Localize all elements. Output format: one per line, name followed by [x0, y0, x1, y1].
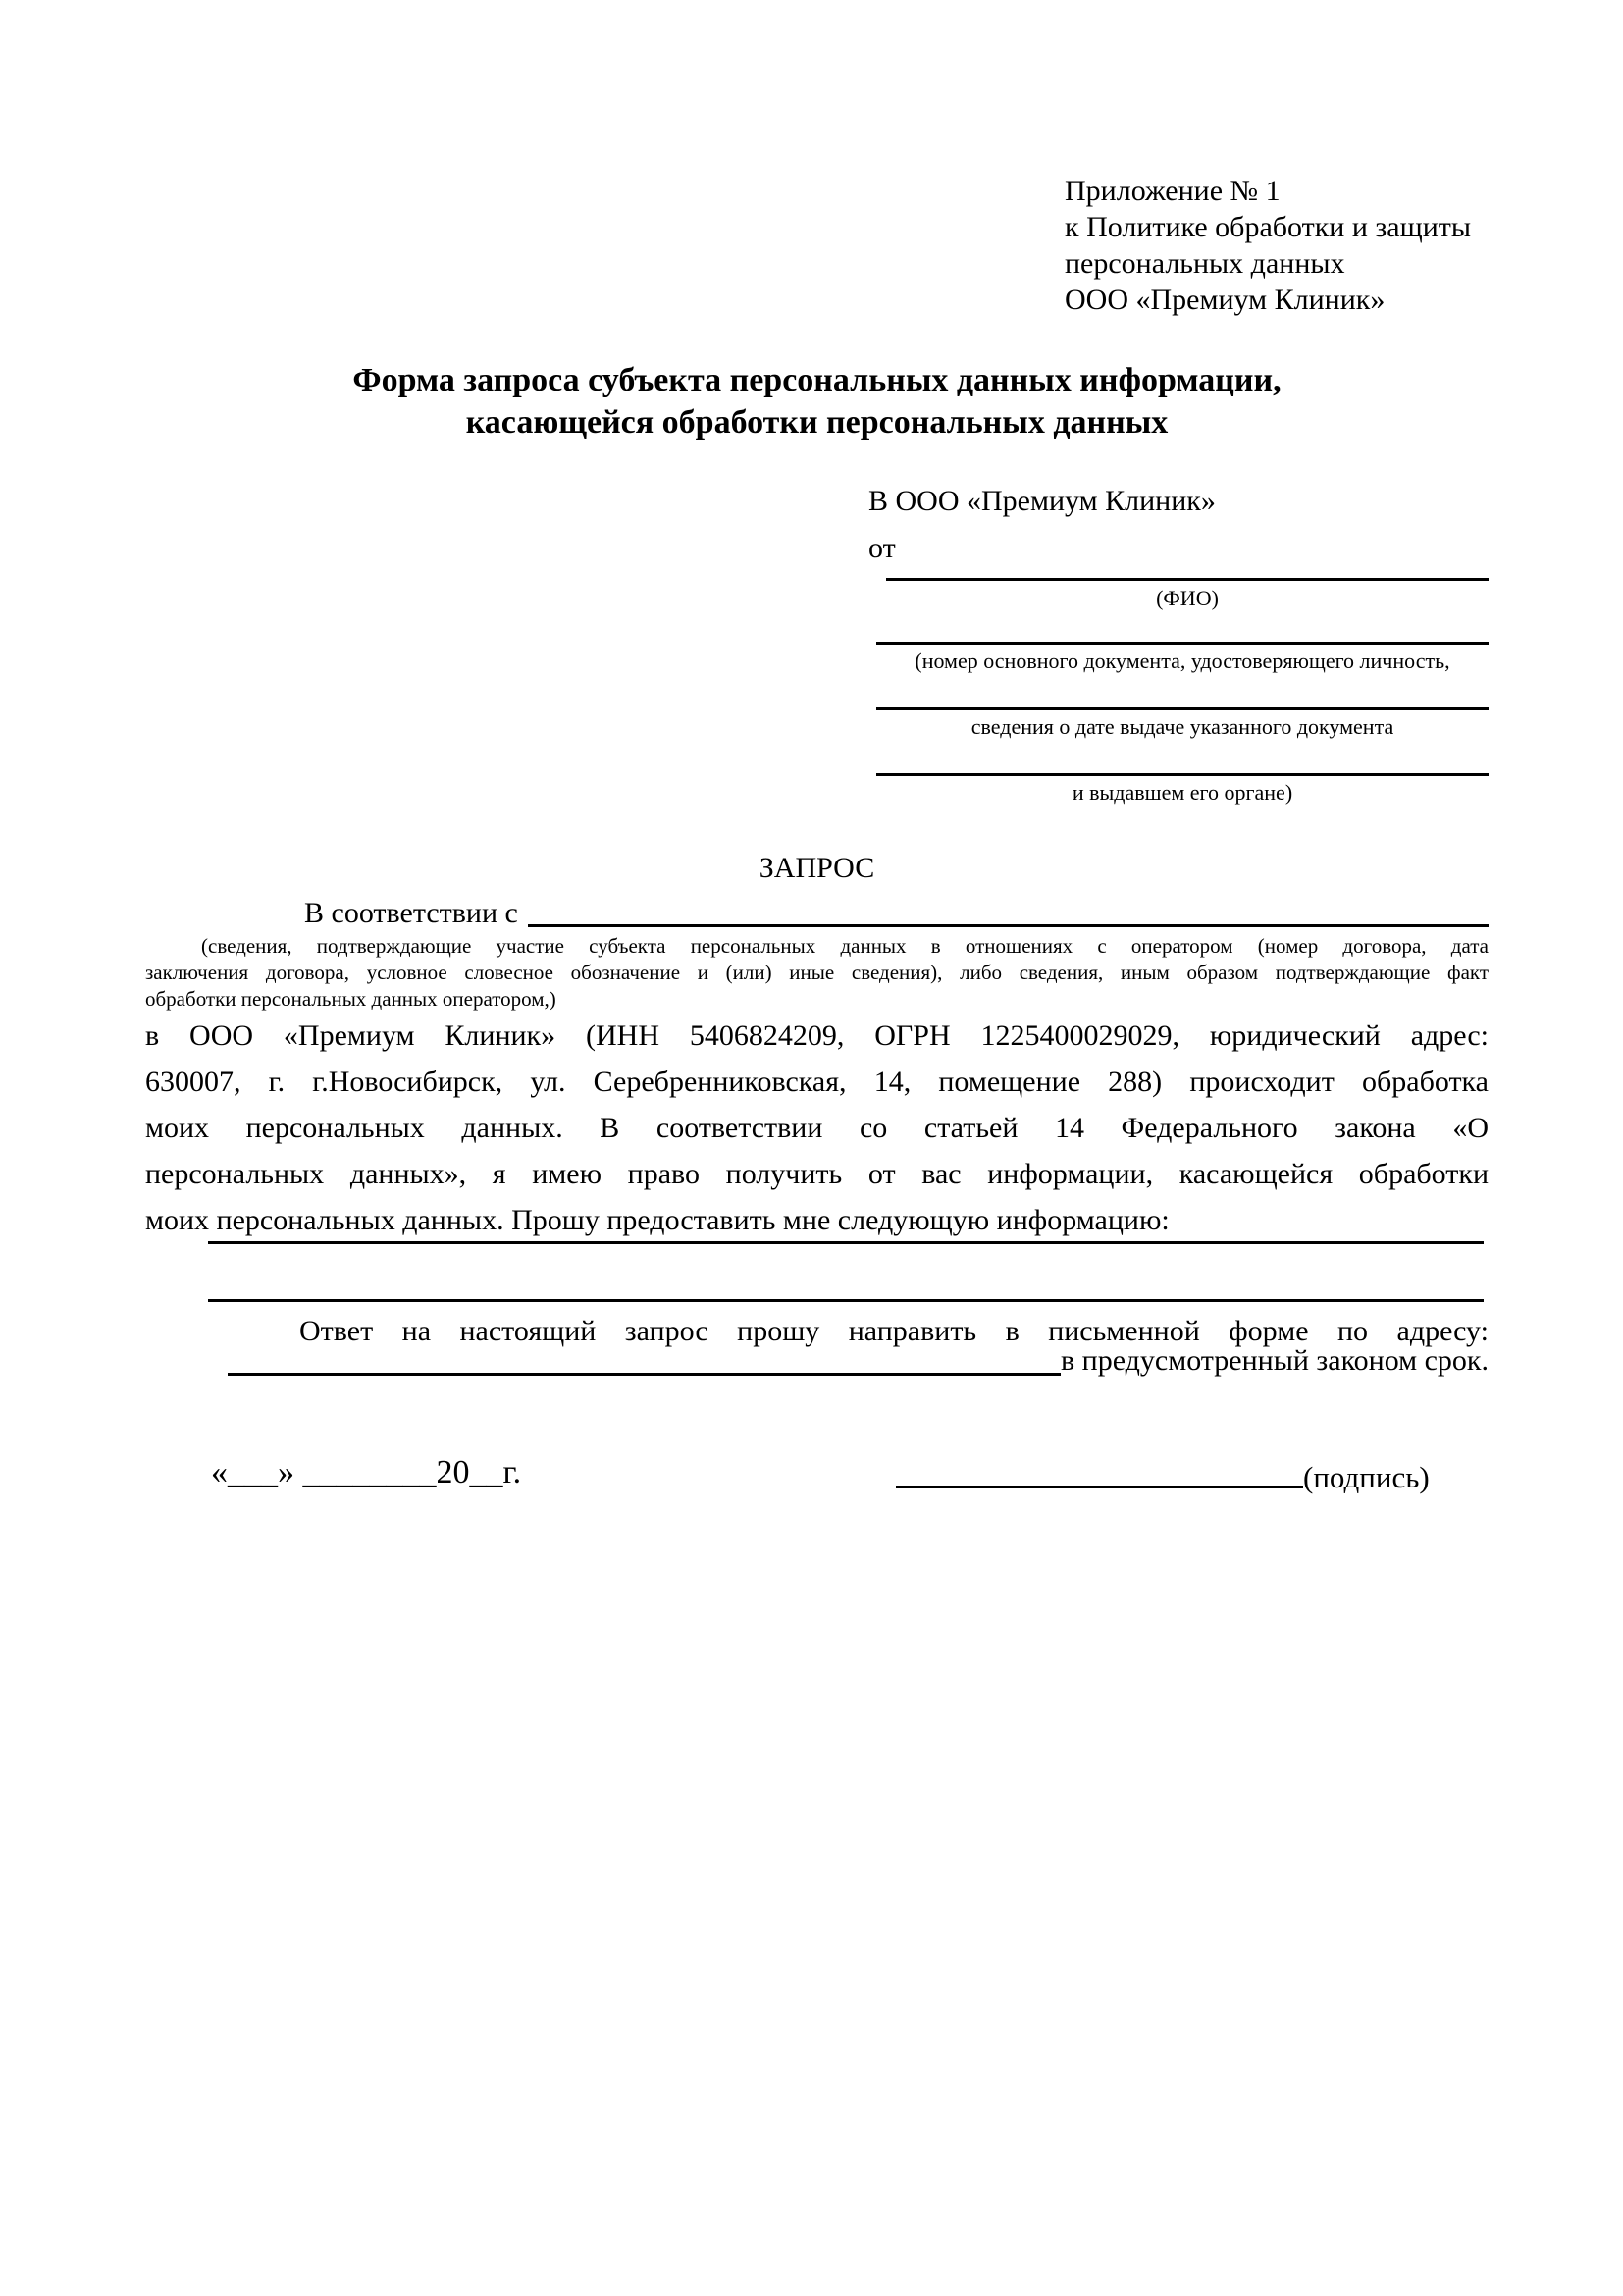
fio-caption: (ФИО)	[1156, 586, 1219, 610]
issue-date-blank-line	[876, 707, 1489, 710]
document-title-line: Форма запроса субъекта персональных данных информации,	[352, 362, 1282, 398]
accordance-row	[145, 895, 1489, 930]
body-line: моих персональных данных. В соответствии со статьей 14 Федерального закона «О	[145, 1112, 1489, 1144]
fine-print-block	[145, 933, 1489, 1013]
body-line: моих персональных данных. Прошу предоставить мне следующую информацию:	[145, 1204, 1170, 1236]
appendix-line: персональных данных	[1065, 247, 1345, 280]
document-number-blank-line	[876, 642, 1489, 645]
fine-print-line: (сведения, подтверждающие участие субъекта персональных данных в отношениях с оператором (номер договора, дата	[201, 934, 1489, 958]
information-blank-line-1	[208, 1241, 1484, 1244]
appendix-line: ООО «Премиум Клиник»	[1065, 284, 1386, 316]
issue-date-caption: сведения о дате выдаче указанного документа	[970, 714, 1394, 739]
answer-paragraph-tail: в предусмотренный законом срок.	[1061, 1344, 1489, 1377]
appendix-line: Приложение № 1	[1065, 175, 1281, 207]
addressee-from-label: от	[868, 532, 896, 564]
signature-caption: (подпись)	[1303, 1460, 1430, 1494]
addressee-organization: В ООО «Премиум Клиник»	[868, 485, 1216, 517]
fine-print-line: обработки персональных данных оператором,)	[145, 987, 556, 1011]
accordance-blank-line	[528, 924, 1489, 927]
date-blank: «___» ________20__г.	[211, 1454, 522, 1490]
request-heading: ЗАПРОС	[759, 852, 875, 884]
fio-blank-line	[886, 578, 1489, 581]
accordance-prefix: В соответствии с	[304, 897, 518, 929]
signature-blank-line	[896, 1486, 1303, 1488]
fine-print-line: заключения договора, условное словесное обозначение и (или) иные сведения), либо сведения, иным образом подтверждающие факт	[145, 961, 1489, 984]
information-blank-line-2	[208, 1299, 1484, 1302]
body-line: 630007, г. г.Новосибирск, ул. Серебренниковская, 14, помещение 288) происходит обработка	[145, 1066, 1489, 1098]
document-title-line: касающейся обработки персональных данных	[465, 404, 1169, 441]
issuing-authority-blank-line	[876, 773, 1489, 776]
document-title	[145, 359, 1489, 444]
body-line: в ООО «Премиум Клиник» (ИНН 5406824209, ОГРН 1225400029029, юридический адрес:	[145, 1019, 1489, 1052]
answer-address-row	[145, 1344, 1489, 1378]
request-body-paragraph	[145, 1013, 1489, 1243]
body-line: персональных данных», я имею право получить от вас информации, касающейся обработки	[145, 1158, 1489, 1190]
appendix-line: к Политике обработки и защиты	[1065, 211, 1472, 243]
document-number-caption: (номер основного документа, удостоверяющего личность,	[915, 649, 1450, 673]
answer-address-blank-line	[228, 1373, 1061, 1376]
issuing-authority-caption: и выдавшем его органе)	[1072, 780, 1293, 805]
answer-paragraph: Ответ на настоящий запрос прошу направить в письменной форме по адресу:	[299, 1315, 1489, 1347]
appendix-block	[1065, 173, 1526, 318]
